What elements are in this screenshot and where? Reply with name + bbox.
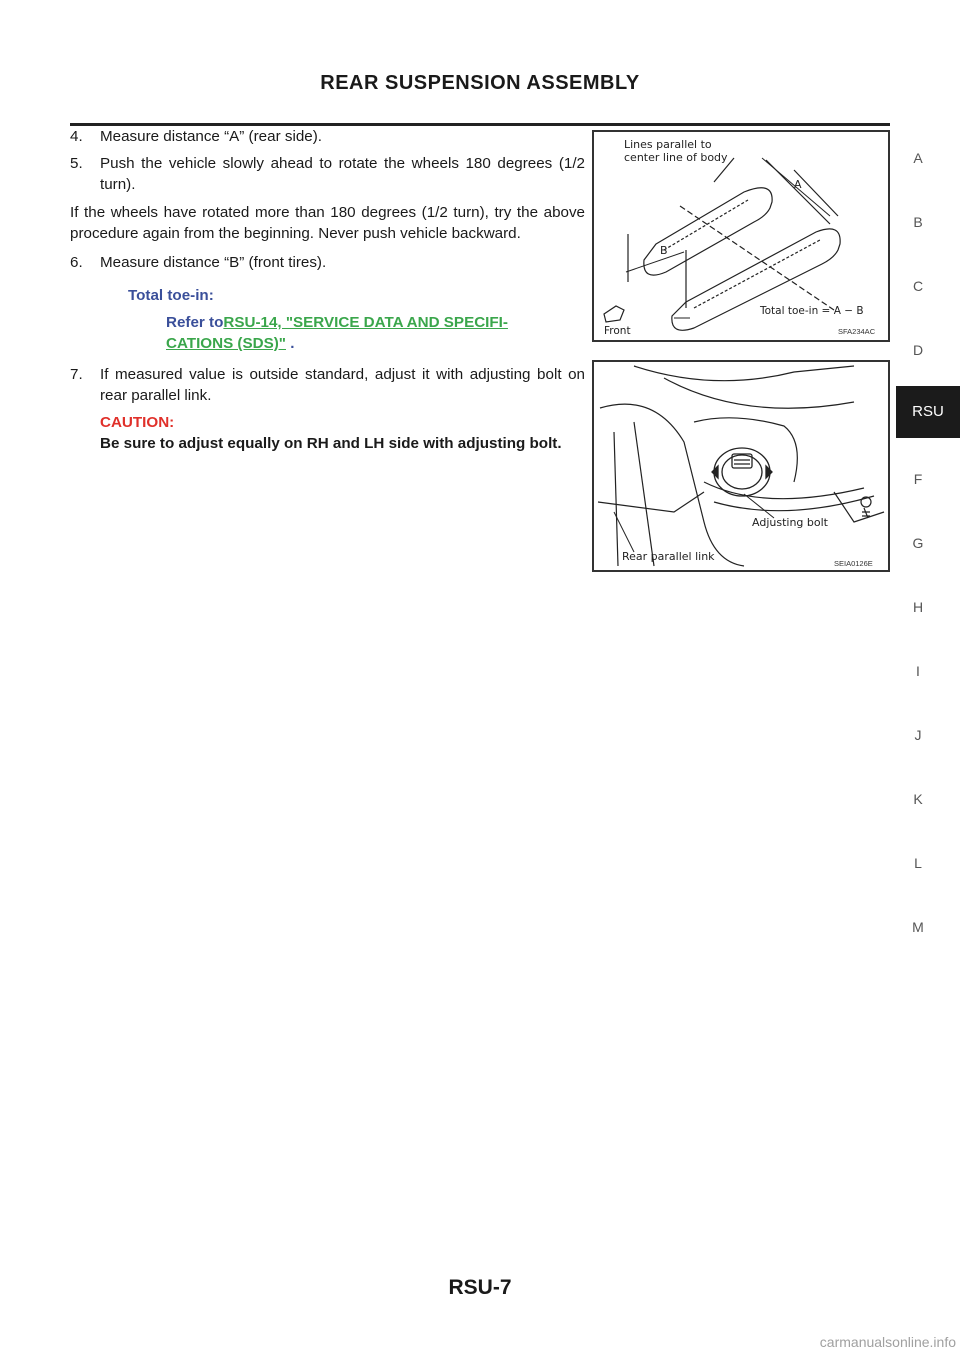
- label-b: B: [660, 244, 668, 257]
- side-index-i[interactable]: I: [916, 663, 920, 679]
- refer-prefix: Refer to: [166, 314, 224, 331]
- page-number: RSU-7: [448, 1276, 512, 1299]
- step-7: [70, 364, 585, 406]
- spec-label: Total toe-in:: [128, 287, 214, 304]
- step-number: 7.: [70, 366, 83, 383]
- toe-in-diagram: [594, 132, 888, 340]
- step-4: [70, 126, 585, 147]
- side-index-a[interactable]: A: [913, 150, 923, 166]
- toe-in-figure: [592, 130, 890, 342]
- step-text: Push the vehicle slowly ahead to rotate the wheels 180 degrees (1/2 turn).: [100, 155, 585, 193]
- procedure-body: [70, 126, 585, 454]
- side-index-l[interactable]: L: [914, 855, 922, 871]
- refer-suffix: .: [285, 335, 295, 352]
- step-number: 6.: [70, 254, 83, 271]
- side-index-h[interactable]: H: [912, 599, 924, 615]
- front-arrow-icon: [604, 306, 624, 322]
- side-index-j[interactable]: J: [914, 727, 922, 743]
- side-index-f[interactable]: F: [913, 471, 923, 487]
- side-index-g[interactable]: G: [912, 535, 924, 551]
- step-text: Measure distance “A” (rear side).: [100, 128, 322, 145]
- step-6: [70, 252, 585, 273]
- parallel-link-label: Rear parallel link: [622, 550, 715, 563]
- parallel-lines-label-2: center line of body: [624, 151, 728, 164]
- side-index-m[interactable]: M: [912, 919, 924, 935]
- adjusting-bolt-label: Adjusting bolt: [752, 516, 828, 529]
- step-text: Measure distance “B” (front tires).: [100, 254, 327, 271]
- watermark: carmanualsonline.info: [819, 1334, 956, 1350]
- side-index-k[interactable]: K: [913, 791, 923, 807]
- parallel-lines-label: Lines parallel to: [624, 138, 712, 151]
- caution-text: Be sure to adjust equally on RH and LH side with adjusting bolt.: [100, 435, 562, 452]
- rear-tire-outline: [644, 188, 772, 275]
- rotation-note: If the wheels have rotated more than 180 degrees (1/2 turn), try the above procedure again from the beginning. Never push vehicle backward.: [70, 204, 585, 242]
- side-index-rsu-active[interactable]: RSU: [896, 386, 960, 438]
- figure-id: SFA234AC: [838, 327, 876, 336]
- side-index-d[interactable]: D: [912, 342, 924, 358]
- side-index-b[interactable]: B: [913, 214, 923, 230]
- step-5: [70, 153, 585, 195]
- sds-link[interactable]: RSU-14, "SERVICE DATA AND SPECIFI-: [223, 314, 508, 331]
- label-a: A: [794, 178, 802, 191]
- side-index-c[interactable]: C: [912, 278, 924, 294]
- dimension-b-line: [626, 252, 684, 272]
- figure-id: SEIA0126E: [834, 559, 873, 568]
- front-label: Front: [604, 325, 631, 337]
- adjusting-bolt-figure: [592, 360, 890, 572]
- adjusting-bolt-diagram: [594, 362, 888, 570]
- caution-label: CAUTION:: [100, 414, 175, 431]
- sds-link-cont[interactable]: CATIONS (SDS)": [166, 335, 286, 352]
- spec-reference: [166, 312, 585, 354]
- step-number: 5.: [70, 155, 83, 172]
- step-number: 4.: [70, 128, 83, 145]
- page-title: REAR SUSPENSION ASSEMBLY: [320, 72, 640, 94]
- toe-in-formula-label: Total toe-in = A − B: [760, 305, 864, 317]
- step-text: If measured value is outside standard, adjust it with adjusting bolt on rear parallel link.: [100, 366, 585, 404]
